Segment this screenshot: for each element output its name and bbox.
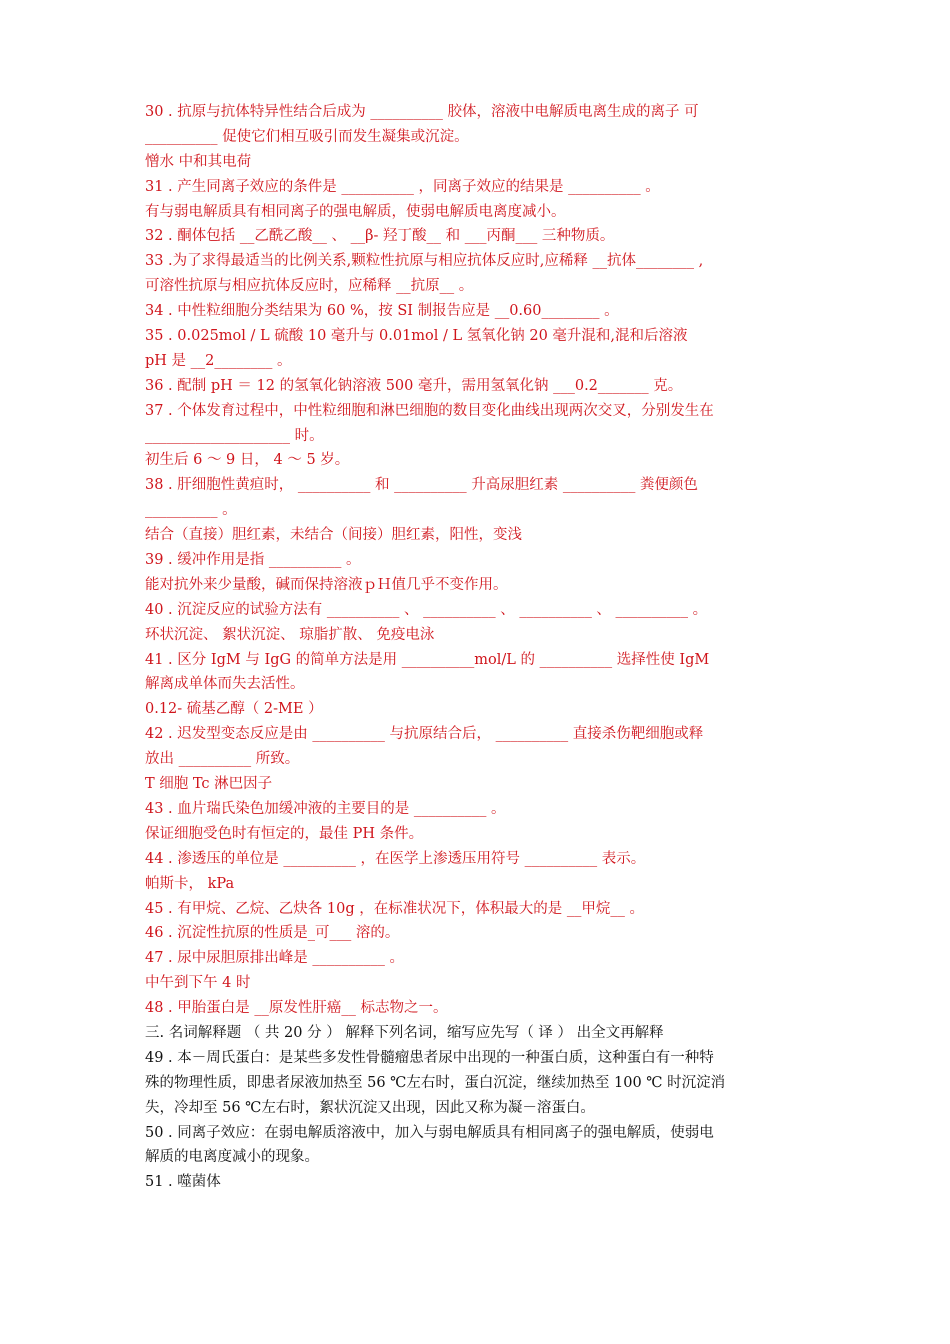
text-line: T 细胞 Tc 淋巴因子 xyxy=(145,776,273,793)
text-line: 36 . 配制 pH ＝ 12 的氢氧化钠溶液 500 毫升，需用氢氧化钠 ___0.2_______ 克。 xyxy=(145,377,683,394)
text-line: 失，冷却至 56 ℃左右时，絮状沉淀又出现，因此又称为凝－溶蛋白。 xyxy=(145,1099,595,1116)
text-line: 49 . 本－周氏蛋白：是某些多发性骨髓瘤患者尿中出现的一种蛋白质，这种蛋白有一种特 xyxy=(145,1049,714,1066)
text-line: 38 . 肝细胞性黄疸时， __________ 和 __________ 升高尿胆红素 __________ 粪便颜色 xyxy=(145,477,698,494)
text-line: 44 . 渗透压的单位是 __________ ，在医学上渗透压用符号 __________ 表示。 xyxy=(145,850,646,867)
text-line: __________ 。 xyxy=(145,502,237,519)
text-line: 可溶性抗原与相应抗体反应时，应稀释 __抗原__ 。 xyxy=(145,278,474,295)
text-line: 43 . 血片瑞氏染色加缓冲液的主要目的是 __________ 。 xyxy=(145,800,506,817)
text-line: 有与弱电解质具有相同离子的强电解质，使弱电解质电离度减小。 xyxy=(145,203,566,220)
text-line: 放出 __________ 所致。 xyxy=(145,751,300,768)
text-line: 42 . 迟发型变态反应是由 __________ 与抗原结合后， __________ 直接杀伤靶细胞或释 xyxy=(145,726,704,743)
text-line: 48 . 甲胎蛋白是 __原发性肝癌__ 标志物之一。 xyxy=(145,1000,448,1017)
text-line: 40 . 沉淀反应的试验方法有 __________ 、 __________ 、 __________ 、 __________ 。 xyxy=(145,601,708,618)
text-line: 环状沉淀、 絮状沉淀、 琼脂扩散、 免疫电泳 xyxy=(145,626,435,643)
text-line: 殊的物理性质，即患者尿液加热至 56 ℃左右时，蛋白沉淀，继续加热至 100 ℃ 时沉淀消 xyxy=(145,1074,726,1091)
text-line: pH 是 __2________ 。 xyxy=(145,352,292,369)
text-line: 46 . 沉淀性抗原的性质是_可___ 溶的。 xyxy=(145,925,400,942)
text-line: 结合（直接）胆红素，未结合（间接）胆红素，阳性，变浅 xyxy=(145,527,522,544)
document-page xyxy=(145,100,810,1195)
text-line: 34 . 中性粒细胞分类结果为 60 %，按 SI 制报告应是 __0.60________ 。 xyxy=(145,303,619,320)
text-line: 51 . 噬菌体 xyxy=(145,1174,221,1191)
text-line: 解离成单体而失去活性。 xyxy=(145,676,305,693)
text-line: 0.12- 硫基乙醇（ 2-ME ） xyxy=(145,701,323,718)
text-line: 解质的电离度减小的现象。 xyxy=(145,1149,319,1166)
text-line: 三. 名词解释题 （ 共 20 分 ） 解释下列名词，缩写应先写（ 译 ） 出全文再解释 xyxy=(145,1024,664,1041)
text-line: 39 . 缓冲作用是指 __________ 。 xyxy=(145,552,361,569)
text-line: 初生后 6 ～ 9 日， 4 ～ 5 岁。 xyxy=(145,452,350,469)
text-line: 中午到下午 4 时 xyxy=(145,975,251,992)
text-line: 帕斯卡， kPa xyxy=(145,875,235,892)
text-line: 能对抗外来少量酸，碱而保持溶液ｐＨ值几乎不变作用。 xyxy=(145,576,508,593)
text-line: 憎水 中和其电荷 xyxy=(145,153,252,170)
text-line: 47 . 尿中尿胆原排出峰是 __________ 。 xyxy=(145,950,404,967)
text-line: 31 . 产生同离子效应的条件是 __________ ，同离子效应的结果是 __________ 。 xyxy=(145,178,660,195)
text-line: 37 . 个体发育过程中，中性粒细胞和淋巴细胞的数目变化曲线出现两次交叉，分别发生在 xyxy=(145,402,714,419)
text-line: 33 .为了求得最适当的比例关系,颗粒性抗原与相应抗体反应时,应稀释 __抗体________ , xyxy=(145,253,704,270)
text-line: ____________________ 时。 xyxy=(145,427,324,444)
text-line: 保证细胞受色时有恒定的，最佳 PH 条件。 xyxy=(145,825,424,842)
text-line: 50 . 同离子效应：在弱电解质溶液中，加入与弱电解质具有相同离子的强电解质，使弱电 xyxy=(145,1124,714,1141)
text-line: 45 . 有甲烷、乙烷、乙炔各 10g ，在标准状况下，体积最大的是 __甲烷__ 。 xyxy=(145,900,644,917)
text-line: 35 . 0.025mol / L 硫酸 10 毫升与 0.01mol / L 氢氧化钠 20 毫升混和,混和后溶液 xyxy=(145,328,688,345)
text-line: 30 . 抗原与抗体特异性结合后成为 __________ 胶体，溶液中电解质电离生成的离子 可 xyxy=(145,104,699,120)
text-line: 41 . 区分 IgM 与 IgG 的简单方法是用 __________mol/L 的 __________ 选择性使 IgM xyxy=(145,651,710,668)
text-line: __________ 促使它们相互吸引而发生凝集或沉淀。 xyxy=(145,128,469,145)
text-line: 32 . 酮体包括 __乙酰乙酸__ 、 __β- 羟丁酸__ 和 ___丙酮___ 三种物质。 xyxy=(145,228,615,245)
